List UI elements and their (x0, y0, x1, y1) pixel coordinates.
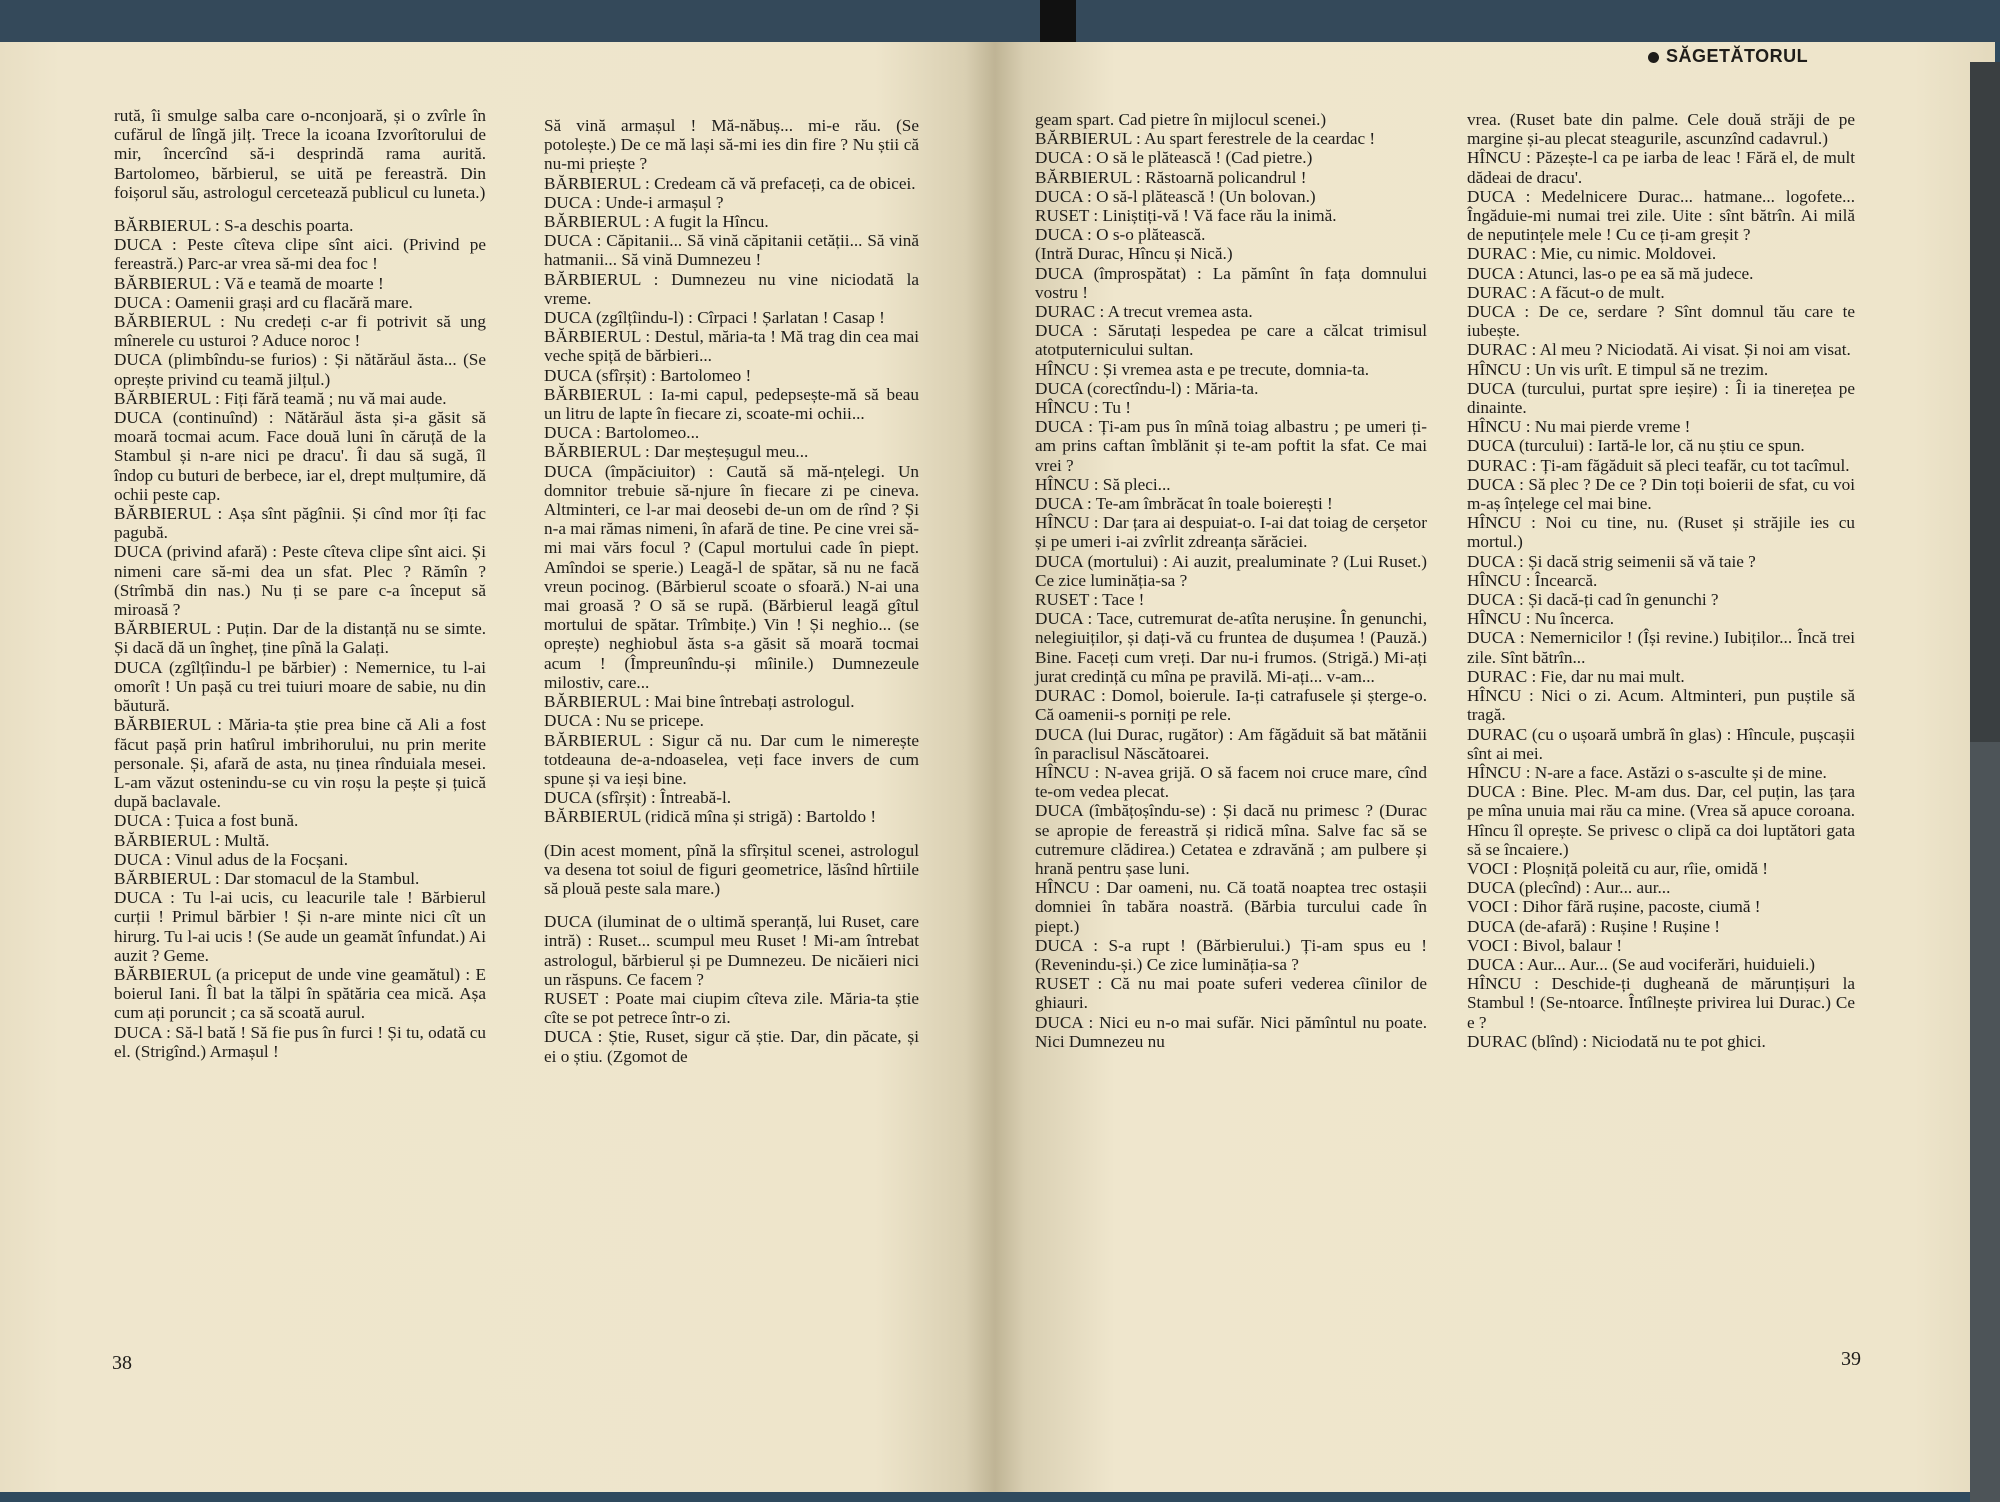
dialogue-paragraph: DUCA : Să-l bată ! Să fie pus în furci ! Și tu, odată cu el. (Strigînd.) Armașul ! (114, 1022, 486, 1061)
dialogue-paragraph: DUCA (turcului) : Iartă-le lor, că nu știu ce spun. (1467, 436, 1805, 456)
dialogue-paragraph: DUCA : Unde-i armașul ? (544, 192, 724, 212)
dialogue-paragraph: DURAC (blînd) : Niciodată nu te pot ghici. (1467, 1031, 1766, 1051)
dialogue-paragraph: BĂRBIERUL : Multă. (114, 830, 270, 850)
dialogue-paragraph: BĂRBIERUL (a priceput de unde vine geamătul) : E boierul Iani. Îl bat la tălpi în spătăria cea mică. Așa cum ați poruncit ; ca să scoată aurul. (114, 964, 486, 1023)
dialogue-paragraph: BĂRBIERUL : Răstoarnă policandrul ! (1035, 167, 1307, 187)
dialogue-paragraph: DUCA : O să-l plătească ! (Un bolovan.) (1035, 186, 1316, 206)
bullet-icon (1648, 52, 1659, 63)
dialogue-paragraph: DUCA (continuînd) : Nătărăul ăsta și-a găsit să moară tocmai acum. Face două luni în căruță de la Stambul și n-are nici pe dracu'. Îi dau să sugă, îl îndop cu buturi de berbece, iar el, drept mulțumire, dă ochii peste cap. (114, 408, 486, 504)
dialogue-paragraph: DURAC : Mie, cu nimic. Moldovei. (1467, 244, 1717, 264)
page-edge-cover (1970, 742, 2000, 1502)
dialogue-paragraph: BĂRBIERUL : Destul, măria-ta ! Mă trag din cea mai veche spiță de bărbieri... (544, 327, 919, 366)
dialogue-paragraph: geam spart. Cad pietre în mijlocul scenei.) (1035, 110, 1327, 129)
dialogue-paragraph: HÎNCU : Să pleci... (1035, 474, 1171, 494)
dialogue-paragraph: HÎNCU : Deschide-ți dugheană de mărunțișuri la Stambul ! (Se-ntoarce. Întîlnește privirea lui Durac.) Ce e ? (1467, 974, 1855, 1032)
dialogue-paragraph: DUCA : Nici eu n-o mai sufăr. Nici pămîntul nu poate. Nici Dumnezeu nu (1035, 1012, 1427, 1051)
dialogue-paragraph: BĂRBIERUL : Ia-mi capul, pedepsește-mă să beau un litru de lapte în fiecare zi, scoate-mi ochii... (544, 384, 919, 424)
text-column-1 (114, 106, 486, 1061)
dialogue-paragraph: DUCA : O s-o plătească. (1035, 225, 1206, 245)
dialogue-paragraph: DUCA (zgîlțîindu-l pe bărbier) : Nemernice, tu l-ai omorît ! Un pașă cu trei tuiuri moare de sabie, nu din băutură. (114, 657, 486, 716)
dialogue-paragraph: DUCA : Nu se pricepe. (544, 711, 704, 731)
dialogue-paragraph: HÎNCU : Nu încerca. (1467, 609, 1615, 629)
dialogue-paragraph: DUCA : Bine. Plec. M-am dus. Dar, cel puțin, las țara pe mîna unuia mai rău ca mine. (Vrea să apuce coroana. Hîncu îl oprește. Se privesc o clipă ca doi luptători gata să se încaiere.) (1467, 782, 1855, 859)
dialogue-paragraph: RUSET : Că nu mai poate suferi vederea cîinilor de ghiauri. (1035, 974, 1427, 1013)
dialogue-paragraph: BĂRBIERUL : Nu credeți c-ar fi potrivit să ung mînerele cu usturoi ? Aduce noroc ! (114, 312, 486, 351)
dialogue-paragraph: DUCA (sfîrșit) : Bartolomeo ! (544, 365, 752, 385)
dialogue-paragraph: BĂRBIERUL : Dar stomacul de la Stambul. (114, 868, 420, 888)
dialogue-paragraph: BĂRBIERUL : S-a deschis poarta. (114, 216, 354, 236)
page-number-left: 38 (112, 1352, 132, 1374)
dialogue-paragraph: Să vină armașul ! Mă-năbuș... mi-e rău. (Se potolește.) De ce mă lași să-mi ies din fire ? Nu știi că nu-mi priește ? (544, 116, 919, 174)
dialogue-paragraph: VOCI : Ploșniță poleită cu aur, rîie, omidă ! (1467, 858, 1768, 878)
dialogue-paragraph: BĂRBIERUL : Fiți fără teamă ; nu vă mai aude. (114, 388, 447, 408)
dialogue-paragraph: DUCA (privind afară) : Peste cîteva clipe sînt aici. Și nimeni care să-mi dea un sfat. Plec ? Rămîn ? (Strîmbă din nas.) Nu ți se pare c-a început să miroasă ? (114, 542, 486, 620)
dialogue-paragraph: DUCA (plimbîndu-se furios) : Și nătărăul ăsta... (Se oprește privind cu teamă jilțul.) (114, 350, 486, 389)
dialogue-paragraph: HÎNCU : Nici o zi. Acum. Altminteri, pun puștile să tragă. (1467, 686, 1855, 725)
binding-gap (1040, 0, 1076, 42)
dialogue-paragraph: HÎNCU : Nu mai pierde vreme ! (1467, 417, 1691, 437)
dialogue-paragraph: DUCA (îmbățoșîndu-se) : Și dacă nu primesc ? (Durac se apropie de fereastră și ridică mîna. Salve fac să se cutremure clădirea.) Cetatea e zdravănă ; am pulbere și hrană pentru șase luni. (1035, 801, 1427, 878)
dialogue-paragraph: DUCA : De ce, serdare ? Sînt domnul tău care te iubește. (1467, 302, 1855, 341)
book-binding-strip (0, 0, 2000, 42)
text-column-4 (1467, 110, 1855, 1051)
dialogue-paragraph: DUCA : Aur... Aur... (Se aud vociferări, huiduieli.) (1467, 954, 1815, 974)
dialogue-paragraph: DUCA : Țuica a fost bună. (114, 811, 299, 831)
dialogue-paragraph: DUCA : Medelnicere Durac... hatmane... logofete... Îngăduie-mi numai trei zile. Uite : sînt bătrîn. Ai milă de neputințele mele ! Cu ce ți-am greșit ? (1467, 186, 1855, 245)
dialogue-paragraph: DURAC : A făcut-o de mult. (1467, 282, 1665, 302)
dialogue-paragraph: DUCA (corectîndu-l) : Măria-ta. (1035, 378, 1259, 398)
dialogue-paragraph: HÎNCU : Păzește-l ca pe iarba de leac ! Fără el, de mult dădeai de dracu'. (1467, 148, 1855, 187)
dialogue-paragraph: DUCA : Știe, Ruset, sigur că știe. Dar, din păcate, și ei o știu. (Zgomot de (544, 1027, 919, 1066)
dialogue-paragraph: HÎNCU : Tu ! (1035, 398, 1131, 418)
dialogue-paragraph: DURAC : Fie, dar nu mai mult. (1467, 666, 1685, 686)
dialogue-paragraph: HÎNCU : Noi cu tine, nu. (Ruset și străjile ies cu mortul.) (1467, 513, 1855, 552)
dialogue-paragraph: VOCI : Bivol, balaur ! (1467, 935, 1623, 955)
dialogue-paragraph: DUCA (zgîlțîindu-l) : Cîrpaci ! Șarlatan ! Casap ! (544, 308, 885, 328)
dialogue-paragraph: DUCA : Și dacă-ți cad în genunchi ? (1467, 590, 1719, 610)
dialogue-paragraph: HÎNCU : Un vis urît. E timpul să ne trezim. (1467, 359, 1769, 379)
text-column-2 (544, 116, 919, 1066)
dialogue-paragraph: BĂRBIERUL (ridică mîna și strigă) : Bartoldo ! (544, 807, 877, 827)
dialogue-paragraph: BĂRBIERUL : Așa sînt păgînii. Și cînd mor îți fac pagubă. (114, 504, 486, 543)
dialogue-paragraph: BĂRBIERUL : Sigur că nu. Dar cum le nimerește totdeauna de-a-ndoaselea, veți face invers de cum spune și va ieși bine. (544, 730, 919, 788)
dialogue-paragraph: BĂRBIERUL : Dumnezeu nu vine niciodată la vreme. (544, 269, 919, 308)
dialogue-paragraph: DURAC : Domol, boierule. Ia-ți catrafusele și ștergе-o. Că oamenii-s porniți pe rele. (1035, 686, 1427, 725)
dialogue-paragraph: DUCA : Nemernicilor ! (Își revine.) Iubiților... Încă trei zile. Sînt bătrîn... (1467, 628, 1855, 667)
dialogue-paragraph: BĂRBIERUL : Mai bine întrebați astrologul. (544, 692, 855, 712)
magazine-title: SĂGETĂTORUL (1666, 46, 1809, 66)
dialogue-paragraph: DURAC (cu o ușoară umbră în glas) : Hîncule, pușcașii sînt ai mei. (1467, 724, 1855, 763)
dialogue-paragraph: DUCA (împăciuitor) : Caută să mă-nțelegi. Un domnitor trebuie să-njure în fiecare zi pe cineva. Altminteri, ce l-ar mai deosebi de-un om de rînd ? Și n-a mai rămas nimeni, în afară de tine. Pe cine vrei să-mi mai vărs focul ? (Capul mortului cade în piept. Amîndoi se sperie.) Leagă-l de spătar, să nu ne facă vreun pocinog. (Bărbierul scoate o sfoară.) N-ai una mai groasă ? O să se rupă. (Bărbierul leagă gîtul mortului de spătar. Trîmbițe.) Vin ! Și neghio... (se oprește) neghiobul ăsta s-a găsit să moară tocmai acum ! (Împreunîndu-și mîinile.) Dumnezeule milostiv, care... (544, 461, 919, 692)
dialogue-paragraph: BĂRBIERUL : A fugit la Hîncu. (544, 212, 769, 232)
dialogue-paragraph: BĂRBIERUL : Au spart ferestrele de la ceardac ! (1035, 129, 1376, 149)
left-page (0, 42, 995, 1492)
dialogue-paragraph: DUCA : Tu l-ai ucis, cu leacurile tale ! Bărbierul curții ! Primul bărbier ! Și n-are minte nici cît un hirurg. Tu l-ai ucis ! (Se aude un geamăt înfundat.) Ai auzit ? Geme. (114, 888, 486, 965)
dialogue-paragraph: DUCA : Tace, cutremurat de-atîta nerușine. În genunchi, nelegiuiților, și dați-vă cu fruntea de dușumea ! (Pauză.) Bine. Faceți cum vreți. Dar nu-i frumos. (Strigă.) Mi-ați jurat credință cu mîna pe pravilă. Mi-ați... v-am... (1035, 609, 1427, 686)
dialogue-paragraph: HÎNCU : Și vremea asta e pe trecute, domnia-ta. (1035, 359, 1370, 379)
dialogue-paragraph: vrea. (Ruset bate din palme. Cele două străji de pe margine și-au plecat steagurile, ascunzînd cadavrul.) (1467, 110, 1855, 149)
dialogue-paragraph: DUCA : Căpitanii... Să vină căpitanii cetății... Să vină hatmanii... Să vină Dumnezeu ! (544, 231, 919, 270)
dialogue-paragraph: BĂRBIERUL : Măria-ta știe prea bine că Ali a fost făcut pașă prin hatîrul imbrihorului, nu prin merite personale. Și, afară de asta, nu ținea rînduiala mesei. L-am văzut ostenindu-se cu vin roșu la pește și țuică după baclavale. (114, 715, 486, 812)
dialogue-paragraph: DUCA : Peste cîteva clipe sînt aici. (Privind pe fereastră.) Parc-ar vrea să-mi dea foc ! (114, 235, 486, 274)
dialogue-paragraph: BĂRBIERUL : Credeam că vă prefaceți, ca de obicei. (544, 173, 916, 193)
dialogue-paragraph: HÎNCU : N-are a face. Astăzi o s-asculte și de mine. (1467, 762, 1827, 782)
dialogue-paragraph: DUCA : S-a rupt ! (Bărbierului.) Ți-am spus eu ! (Revenindu-și.) Ce zice luminăția-sa ? (1035, 935, 1427, 974)
dialogue-paragraph: DUCA : Te-am îmbrăcat în toale boierești ! (1035, 494, 1333, 514)
dialogue-paragraph: DUCA : Vinul adus de la Focșani. (114, 849, 349, 869)
dialogue-paragraph: DUCA (mortului) : Ai auzit, prealuminate ? (Lui Ruset.) Ce zice luminăția-sa ? (1035, 551, 1427, 590)
dialogue-paragraph: DUCA (lui Durac, rugător) : Am făgăduit să bat mătănii în paraclisul Născătoarei. (1035, 724, 1427, 763)
dialogue-paragraph: DUCA : Atunci, las-o pe ea să mă judece. (1467, 263, 1754, 283)
dialogue-paragraph: DUCA : Bartolomeo... (544, 423, 700, 443)
dialogue-paragraph: HÎNCU : Încearcă. (1467, 570, 1598, 590)
dialogue-paragraph: DUCA : Și dacă strig seimenii să vă taie ? (1467, 551, 1756, 571)
dialogue-paragraph: DUCA : O să le plătească ! (Cad pietre.) (1035, 148, 1313, 168)
text-column-3 (1035, 110, 1427, 1051)
dialogue-paragraph: DUCA (iluminat de o ultimă speranță, lui Ruset, care intră) : Ruset... scumpul meu Ruset ! Mi-am întrebat astrologul, bărbierul și pe Dumnezeu. De nicăieri nici un răspuns. Ce facem ? (544, 912, 919, 989)
page-number-right: 39 (1841, 1348, 1861, 1370)
dialogue-paragraph: DURAC : Ți-am făgăduit să pleci teafăr, cu tot tacîmul. (1467, 455, 1850, 475)
dialogue-paragraph: RUSET : Poate mai ciupim cîteva zile. Măria-ta știe cîte se pot petrece într-o zi. (544, 988, 919, 1028)
dialogue-paragraph: DUCA (turcului, purtat spre ieșire) : Îi ia tinerețea pe dinainte. (1467, 378, 1855, 418)
dialogue-paragraph: HÎNCU : Dar țara ai despuiat-o. I-ai dat toiag de cerșetor și pe umeri i-ai zvîrlit zdreanța sărăciei. (1035, 513, 1427, 552)
page-edge-tab (1970, 62, 2000, 742)
dialogue-paragraph: DUCA (de-afară) : Rușine ! Rușine ! (1467, 916, 1720, 936)
dialogue-paragraph: DURAC : Al meu ? Niciodată. Ai visat. Și noi am visat. (1467, 340, 1851, 360)
dialogue-paragraph: HÎNCU : N-avea grijă. O să facem noi cruce mare, cînd te-om vedea plecat. (1035, 762, 1427, 802)
dialogue-paragraph: (Din acest moment, pînă la sfîrșitul scenei, astrologul va desena tot soiul de figuri geometrice, lăsînd hîrtiile să plouă peste sala mare.) (544, 840, 919, 898)
dialogue-paragraph: DUCA : Sărutați lespedea pe care a călcat trimisul atotputernicului sultan. (1035, 321, 1427, 360)
dialogue-paragraph: HÎNCU : Dar oameni, nu. Că toată noaptea trec ostașii domniei în tabăra noastră. (Bărbia turcului cade în piept.) (1035, 878, 1427, 936)
dialogue-paragraph: DUCA : Să plec ? De ce ? Din toți boierii de sfat, cu voi m-aș înțelege cel mai bine. (1467, 474, 1855, 514)
right-page (995, 42, 1995, 1492)
dialogue-paragraph: (Intră Durac, Hîncu și Nică.) (1035, 244, 1233, 264)
dialogue-paragraph: DUCA (plecînd) : Aur... aur... (1467, 878, 1671, 898)
dialogue-paragraph: DUCA : Ți-am pus în mînă toiag albastru ; pe umeri ți-am prins caftan îmblănit și te-am poftit la sfat. Ce mai vrei ? (1035, 417, 1427, 475)
dialogue-paragraph: DURAC : A trecut vremea asta. (1035, 302, 1253, 322)
dialogue-paragraph: DUCA (sfîrșit) : Întreabă-l. (544, 788, 732, 808)
dialogue-paragraph: BĂRBIERUL : Vă e teamă de moarte ! (114, 273, 384, 293)
dialogue-paragraph: RUSET : Tace ! (1035, 590, 1145, 610)
dialogue-paragraph: DUCA : Oamenii grași ard cu flacără mare. (114, 292, 413, 312)
dialogue-paragraph: RUSET : Liniștiți-vă ! Vă face rău la inimă. (1035, 206, 1337, 226)
dialogue-paragraph: rută, îi smulge salba care o-nconjoară, și o zvîrle în cufărul de lîngă jilț. Trece la icoana Izvorîtorului de mir, încercînd să-i desprindă rama aurită. Bartolomeo, bărbierul, se uită pe fereastră. Din foișorul său, astrologul cercetează publicul cu luneta.) (114, 106, 486, 202)
dialogue-paragraph: BĂRBIERUL : Dar meșteșugul meu... (544, 442, 809, 462)
dialogue-paragraph: VOCI : Dihor fără rușine, pacoste, ciumă ! (1467, 897, 1761, 917)
dialogue-paragraph: BĂRBIERUL : Puțin. Dar de la distanță nu se simte. Și dacă dă un îngheț, ține pînă la Galați. (114, 619, 486, 658)
dialogue-paragraph: DUCA (împrospătat) : La pămînt în fața domnului vostru ! (1035, 263, 1427, 302)
